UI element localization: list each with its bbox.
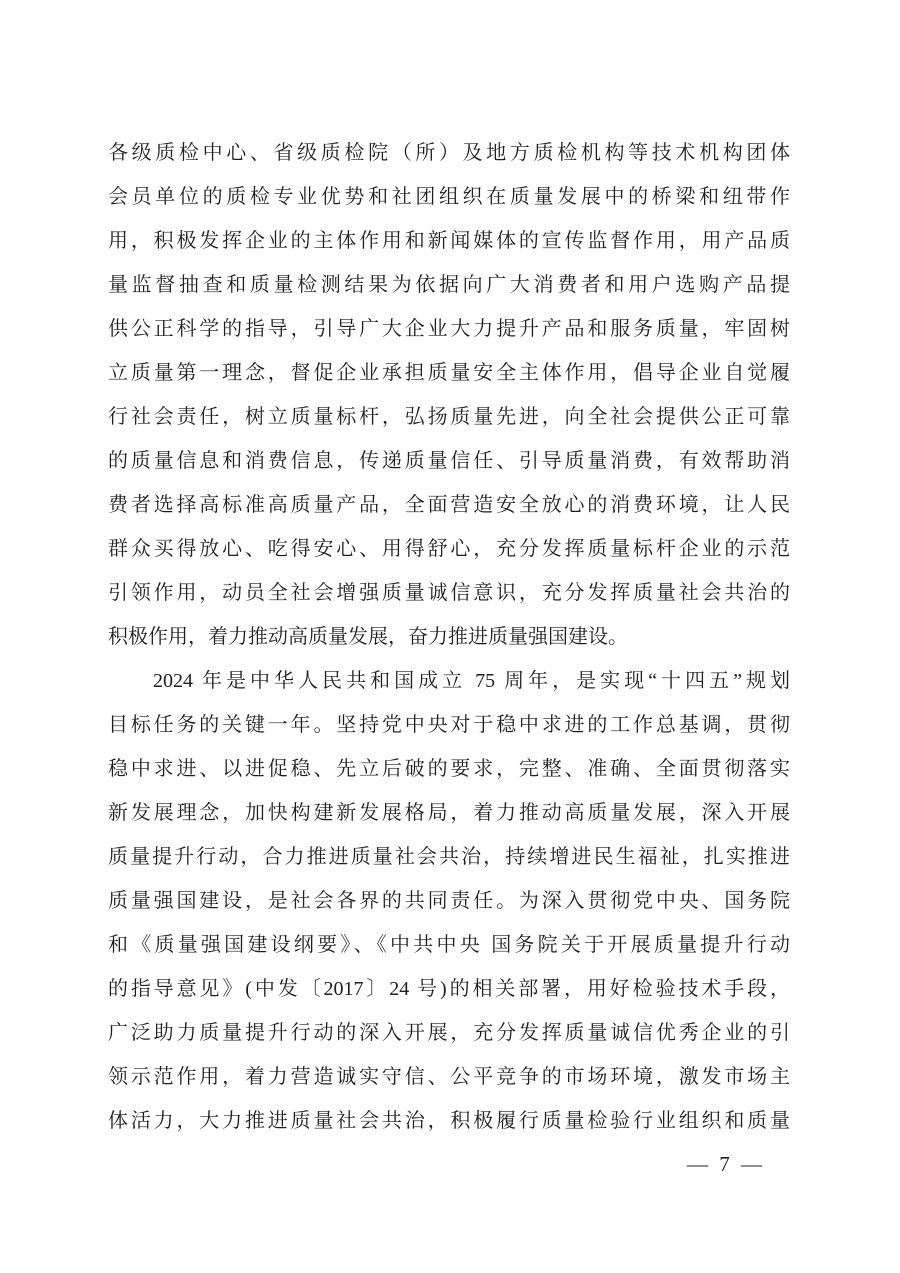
text-line: 引领作用，动员全社会增强质量诚信意识，充分发挥质量社会共治的 [108, 582, 790, 604]
text-line: 各级质检中心、省级质检院（所）及地方质检机构等技术机构团体 [108, 142, 790, 164]
text-line: 供公正科学的指导，引导广大企业大力提升产品和服务质量，牢固树 [108, 318, 790, 340]
text-line: 质量提升行动，合力推进质量社会共治，持续增进民生福祉，扎实推进 [108, 846, 790, 868]
document-body [108, 131, 790, 1143]
text-line: 目标任务的关键一年。坚持党中央对于稳中求进的工作总基调，贯彻 [108, 714, 790, 736]
text-line: 积极作用，着力推动高质量发展，奋力推进质量强国建设。 [108, 626, 628, 648]
text-line: 和《质量强国建设纲要》、《中共中央 国务院关于开展质量提升行动 [108, 934, 790, 956]
text-line: 的指导意见》(中发〔2017〕24 号)的相关部署，用好检验技术手段， [108, 978, 790, 1000]
text-line: 用，积极发挥企业的主体作用和新闻媒体的宣传监督作用，用产品质 [108, 230, 790, 252]
text-line: 2024 年是中华人民共和国成立 75 周年，是实现“十四五”规划 [153, 670, 790, 692]
text-line: 质量强国建设，是社会各界的共同责任。为深入贯彻党中央、国务院 [108, 890, 790, 912]
text-line: 会员单位的质检专业优势和社团组织在质量发展中的桥梁和纽带作 [108, 186, 790, 208]
text-line: 行社会责任，树立质量标杆，弘扬质量先进，向全社会提供公正可靠 [108, 406, 790, 428]
text-line: 领示范作用，着力营造诚实守信、公平竞争的市场环境，激发市场主 [108, 1066, 790, 1088]
text-line: 立质量第一理念，督促企业承担质量安全主体作用，倡导企业自觉履 [108, 362, 790, 384]
text-line: 的质量信息和消费信息，传递质量信任、引导质量消费，有效帮助消 [108, 450, 790, 472]
text-line: 费者选择高标准高质量产品，全面营造安全放心的消费环境，让人民 [108, 494, 790, 516]
text-line: 稳中求进、以进促稳、先立后破的要求，完整、准确、全面贯彻落实 [108, 758, 790, 780]
text-line: 广泛助力质量提升行动的深入开展，充分发挥质量诚信优秀企业的引 [108, 1022, 790, 1044]
text-line: 量监督抽查和质量检测结果为依据向广大消费者和用户选购产品提 [108, 274, 790, 296]
text-line: 群众买得放心、吃得安心、用得舒心，充分发挥质量标杆企业的示范 [108, 538, 790, 560]
page-number: — 7 — [687, 1152, 765, 1176]
text-line: 体活力，大力推进质量社会共治，积极履行质量检验行业组织和质量 [108, 1110, 790, 1132]
text-line: 新发展理念，加快构建新发展格局，着力推动高质量发展，深入开展 [108, 802, 790, 824]
